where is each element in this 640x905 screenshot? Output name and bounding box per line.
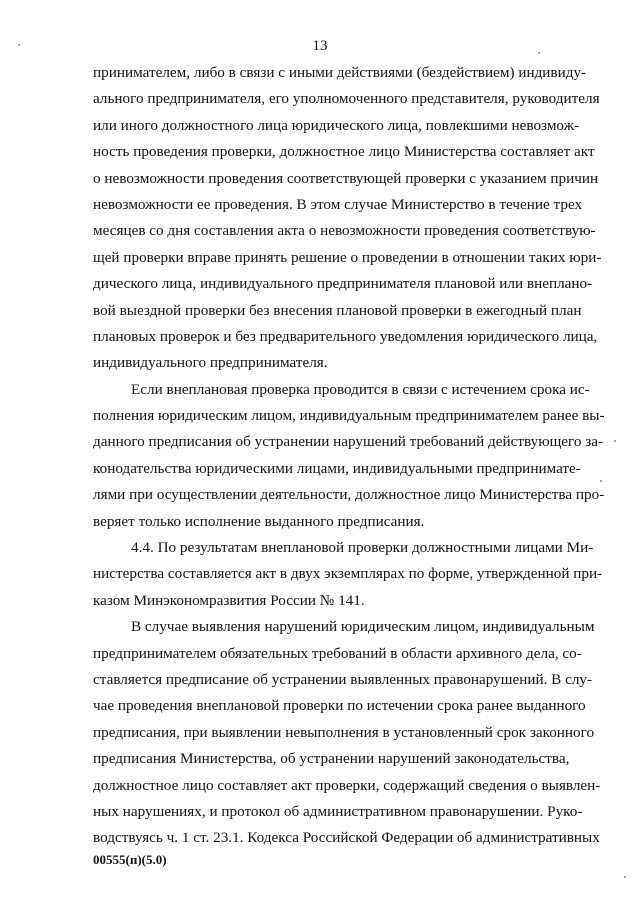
scan-speck xyxy=(614,440,616,442)
text-line: невозможности ее проведения. В этом случае Министерство в течение трех xyxy=(93,195,583,213)
text-line: должностное лицо составляет акт проверки, содержащий сведения о выявлен- xyxy=(93,776,601,794)
scan-speck xyxy=(600,480,602,482)
text-line: дического лица, индивидуального предпринимателя плановой или внеплано- xyxy=(93,275,593,293)
text-line: предписания, при выявлении невыполнения в установленный срок законного xyxy=(93,723,595,741)
page-number: 13 xyxy=(312,38,328,54)
text-line: веряет только исполнение выданного предписания. xyxy=(93,512,425,530)
text-line: плановых проверок и без предварительного уведомления юридического лица, xyxy=(93,327,598,345)
text-line: ставляется предписание об устранении выявленных правонарушений. В слу- xyxy=(93,670,593,688)
text-line: конодательства юридическими лицами, индивидуальными предпринимате- xyxy=(93,459,581,477)
text-line: щей проверки вправе принять решение о проведении в отношении таких юри- xyxy=(93,248,602,266)
text-line: ность проведения проверки, должностное лицо Министерства составляет акт xyxy=(93,143,595,161)
scan-speck xyxy=(538,52,540,54)
text-line: о невозможности проведения соответствующей проверки с указанием причин xyxy=(93,169,599,187)
text-line: В случае выявления нарушений юридическим лицом, индивидуальным xyxy=(131,618,595,636)
document-body xyxy=(93,60,605,852)
text-line: Если внеплановая проверка проводится в связи с истечением срока ис- xyxy=(131,380,590,398)
text-line: водствуясь ч. 1 ст. 23.1. Кодекса Российской Федерации об административных xyxy=(93,829,600,847)
text-line: предпринимателем обязательных требований в области архивного дела, со- xyxy=(93,644,582,662)
text-line: ального предпринимателя, его уполномоченного представителя, руководителя xyxy=(93,90,600,108)
text-line: ных нарушениях, и протокол об административном правонарушении. Руко- xyxy=(93,802,583,820)
text-line: 4.4. По результатам внеплановой проверки должностными лицами Ми- xyxy=(131,539,594,557)
text-line: вой выездной проверки без внесения плановой проверки в ежегодный план xyxy=(93,301,582,319)
document-code: 00555(п)(5.0) xyxy=(93,852,167,867)
text-line: данного предписания об устранении нарушений требований действующего за- xyxy=(93,433,604,451)
text-line: принимателем, либо в связи с иными действиями (бездействием) индивиду- xyxy=(93,64,587,81)
text-line: полнения юридическим лицом, индивидуальным предпринимателем ранее вы- xyxy=(93,407,605,425)
text-line: предписания Министерства, об устранении нарушений законодательства, xyxy=(93,750,570,768)
text-line: лями при осуществлении деятельности, должностное лицо Министерства про- xyxy=(93,486,605,504)
text-line: казом Минэкономразвития России № 141. xyxy=(93,591,365,609)
text-line: или иного должностного лица юридического лица, повлекшими невозмож- xyxy=(93,116,580,134)
text-line: месяцев со дня составления акта о невозможности проведения соответствую- xyxy=(93,222,596,240)
text-line: чае проведения внеплановой проверки по истечении срока ранее выданного xyxy=(93,697,586,715)
text-line: нистерства составляется акт в двух экземплярах по форме, утвержденной при- xyxy=(93,565,603,583)
scan-speck xyxy=(624,876,626,878)
text-line: индивидуального предпринимателя. xyxy=(93,354,328,372)
scan-speck xyxy=(18,44,20,46)
